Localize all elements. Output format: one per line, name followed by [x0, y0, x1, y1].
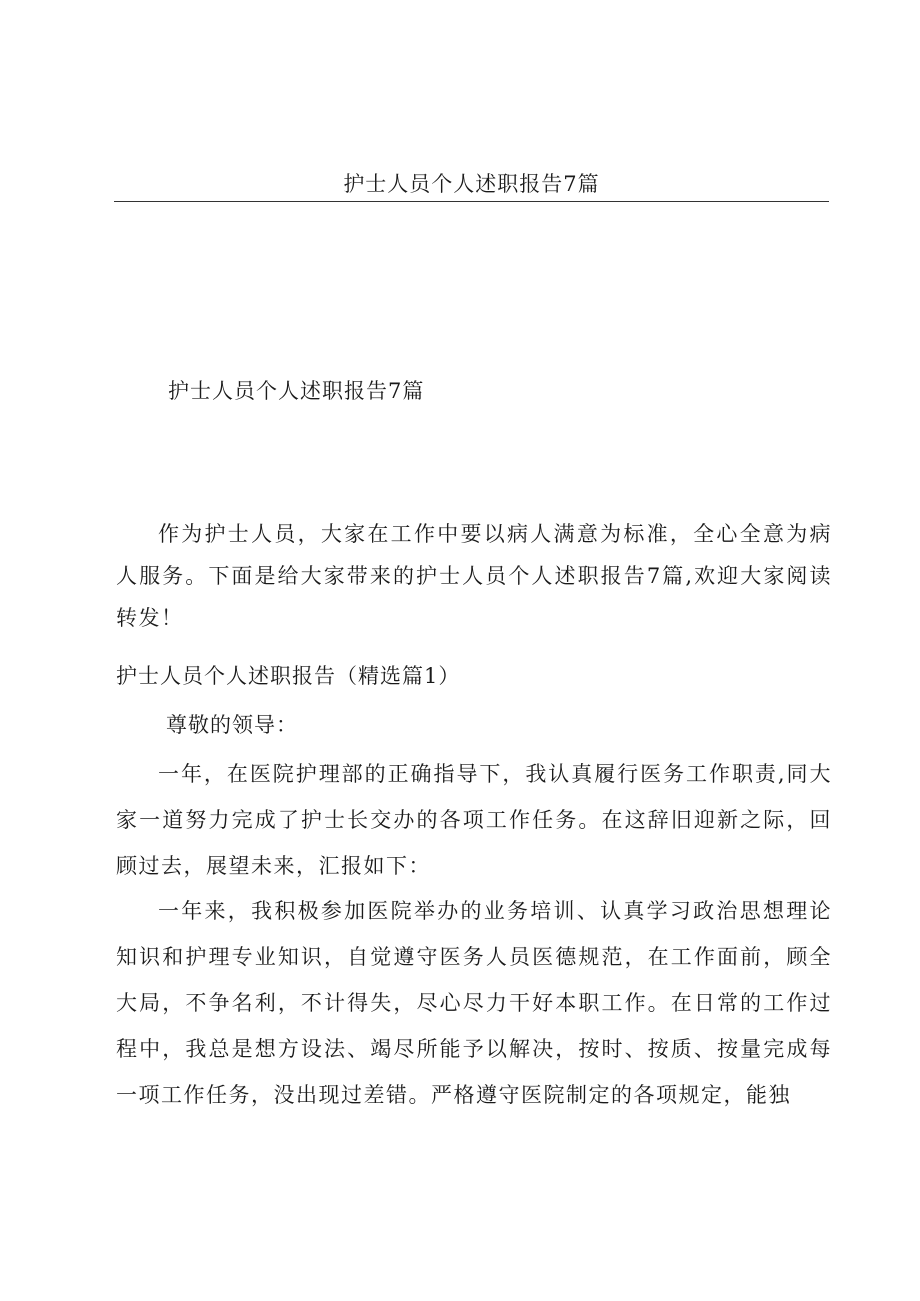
running-header: 护士人员个人述职报告7篇: [114, 171, 829, 202]
section-heading: 护士人员个人述职报告（精选篇1）: [116, 664, 461, 688]
body-paragraph: 一年，在医院护理部的正确指导下，我认真履行医务工作职责,同大家一道努力完成了护士长交办的各项工作任务。在这辞旧迎新之际，回顾过去，展望未来，汇报如下：: [116, 762, 832, 878]
report-body: [116, 752, 832, 1118]
body-paragraph: 一年来，我积极参加医院举办的业务培训、认真学习政治思想理论知识和护理专业知识，自觉遵守医务人员医德规范，在工作面前，顾全大局，不争名利，不计得失，尽心尽力干好本职工作。在日常的工作过程中，我总是想方设法、竭尽所能予以解决，按时、按质、按量完成每一项工作任务，没出现过差错。严格遵守医院制定的各项规定，能独: [116, 899, 832, 1107]
document-title: 护士人员个人述职报告7篇: [168, 379, 425, 403]
intro-block: [116, 513, 832, 639]
intro-paragraph: 作为护士人员，大家在工作中要以病人满意为标准，全心全意为病人服务。下面是给大家带来的护士人员个人述职报告7篇,欢迎大家阅读转发！: [116, 522, 832, 630]
salutation: 尊敬的领导：: [166, 713, 298, 737]
